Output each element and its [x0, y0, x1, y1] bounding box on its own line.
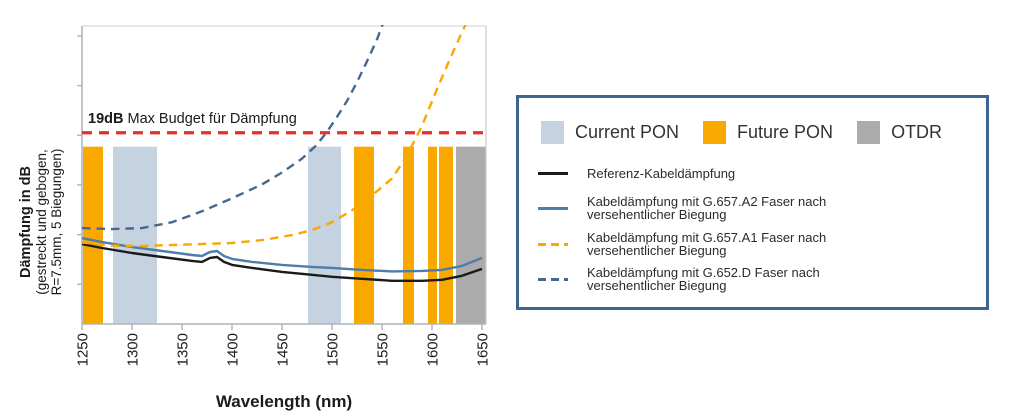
- band-otdr: [456, 147, 486, 324]
- label-line: Referenz-Kabeldämpfung: [587, 166, 736, 181]
- current-pon-label: Current PON: [575, 122, 680, 142]
- legend-item-g657a2: [538, 195, 972, 222]
- legend-item-g657a1: [538, 231, 972, 258]
- x-tick-label: 1350: [174, 333, 192, 367]
- g657a2-line-sample: [538, 207, 568, 210]
- g657a1-line-sample: [538, 243, 568, 246]
- x-tick-label: 1300: [124, 333, 142, 367]
- future-pon-label: Future PON: [737, 122, 834, 142]
- label-line: versehentlicher Biegung: [587, 278, 727, 293]
- x-tick-label: 1500: [324, 333, 342, 367]
- legend-item-current-pon: [541, 121, 679, 144]
- g652d-line-sample: [538, 278, 568, 281]
- x-tick-label: 1550: [374, 333, 392, 367]
- y-axis-title: (gestreckt und gebogen,: [34, 149, 49, 295]
- label-line: versehentlicher Biegung: [587, 243, 727, 258]
- legend-item-referenz: [538, 167, 972, 181]
- g657a1-line-label: [587, 231, 826, 258]
- max-budget-label: 19dB Max Budget für Dämpfung: [88, 110, 297, 127]
- future-pon-swatch: [703, 121, 726, 144]
- referenz-line-sample: [538, 172, 568, 175]
- band-future-pon: [428, 147, 437, 324]
- x-axis-title: Wavelength (nm): [215, 392, 353, 411]
- band-future-pon: [439, 147, 453, 324]
- label-line: Kabeldämpfung mit G.652.D Faser nach: [587, 264, 820, 280]
- x-tick-label: 1650: [474, 333, 492, 367]
- band-current-pon: [308, 147, 341, 324]
- legend: [516, 95, 989, 310]
- label-line: versehentlicher Biegung: [587, 207, 727, 222]
- band-future-pon: [354, 147, 374, 324]
- legend-item-otdr: [857, 121, 942, 144]
- g652d-line-label: [587, 266, 820, 293]
- legend-band-row: [541, 121, 972, 144]
- legend-item-g652d: [538, 266, 972, 293]
- g657a2-line-label: [587, 195, 826, 222]
- band-future-pon: [403, 147, 414, 324]
- legend-item-future-pon: [703, 121, 833, 144]
- otdr-label: OTDR: [891, 122, 943, 142]
- band-current-pon: [113, 147, 157, 324]
- band-future-pon: [83, 147, 103, 324]
- y-axis-title: R=7.5mm, 5 Biegungen): [49, 148, 64, 296]
- y-axis-title: Dämpfung in dB: [18, 166, 34, 278]
- otdr-swatch: [857, 121, 880, 144]
- x-tick-label: 1600: [424, 333, 442, 367]
- x-tick-label: 1450: [274, 333, 292, 367]
- x-tick-label: 1400: [224, 333, 242, 367]
- label-line: Kabeldämpfung mit G.657.A1 Faser nach: [587, 229, 827, 245]
- referenz-line-label: [587, 167, 735, 181]
- label-line: Kabeldämpfung mit G.657.A2 Faser nach: [587, 193, 827, 209]
- current-pon-swatch: [541, 121, 564, 144]
- x-tick-label: 1250: [74, 333, 92, 367]
